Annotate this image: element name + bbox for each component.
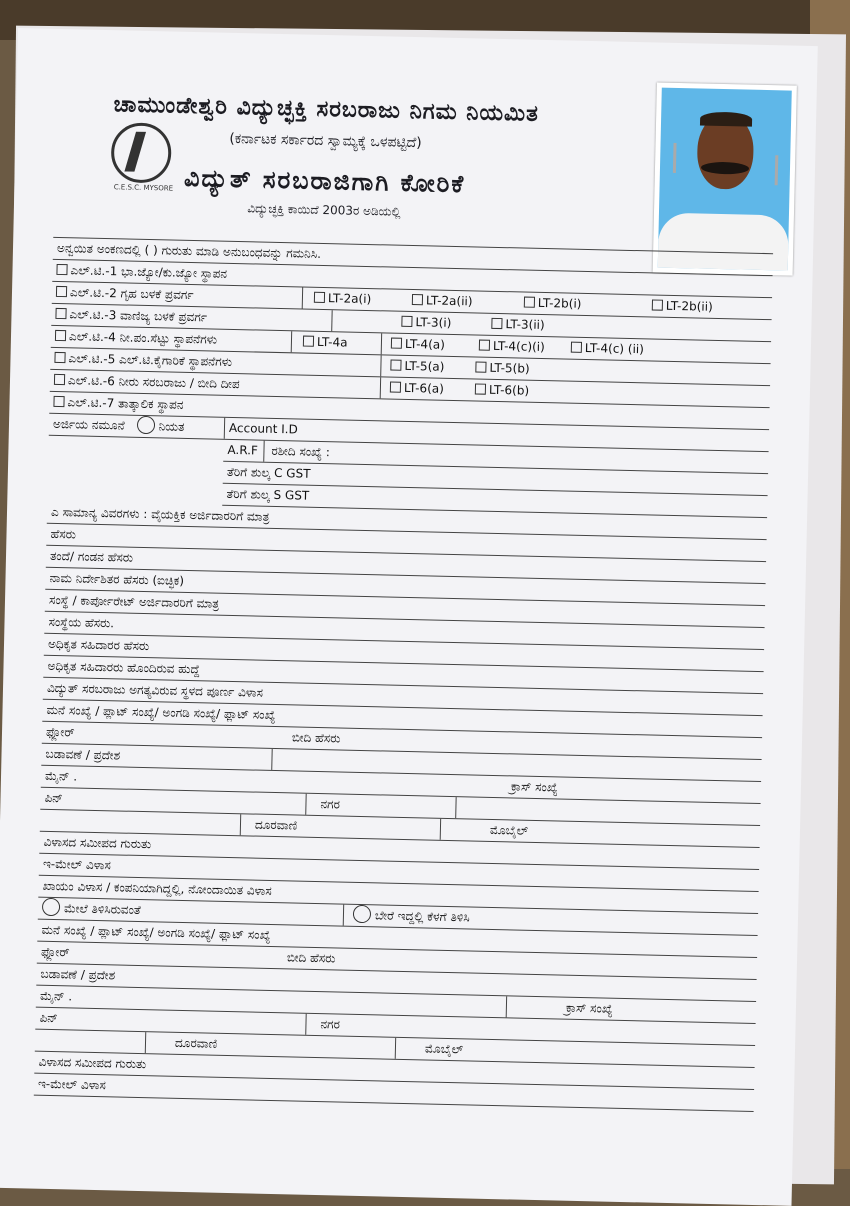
same-address-radio[interactable] [42, 898, 60, 916]
cgst-row: ತೆರಿಗೆ ಶುಲ್ಕ C GST [223, 462, 768, 496]
cesc-logo: C.E.S.C. MYSORE [111, 122, 172, 183]
sgst-row: ತೆರಿಗೆ ಶುಲ್ಕ S GST [222, 484, 767, 518]
lt3-checkbox[interactable] [55, 308, 66, 319]
lt2bi-checkbox[interactable] [524, 297, 535, 308]
area-field[interactable]: ಬಡಾವಣೆ / ಪ್ರದೇಶ [41, 744, 761, 782]
lt4a-checkbox[interactable] [303, 336, 314, 347]
lt6a-checkbox[interactable] [390, 382, 401, 393]
phone-mobile-row[interactable]: ದೂರವಾಣಿ ಮೊಬೈಲ್ [40, 810, 760, 848]
lt7-checkbox[interactable] [53, 396, 64, 407]
supply-address-heading: ವಿದ್ಯುತ್ ಸರಬರಾಜು ಅಗತ್ಯವಿರುವ ಸ್ಥಳದ ಪೂರ್ಣ ವಿಳಾಸ [43, 678, 763, 716]
name-field[interactable]: ಹೆಸರು [46, 524, 766, 562]
lt3-row: ಎಲ್.ಟಿ.-3 ವಾಣಿಜ್ಯ ಬಳಕೆ ಪ್ರವರ್ಗ LT-3(i) LT-3(ii) [51, 304, 771, 342]
pin-city-row[interactable]: ಪಿನ್ ನಗರ [40, 788, 760, 826]
auth-name-field[interactable]: ಅಧಿಕೃತ ಸಹಿದಾರರ ಹೆಸರು [44, 634, 764, 672]
lt6-checkbox[interactable] [54, 374, 65, 385]
auth-designation-field[interactable]: ಅಧಿಕೃತ ಸಹಿದಾರರು ಹೊಂದಿರುವ ಹುದ್ದೆ [43, 656, 763, 694]
lt7-row[interactable]: ಎಲ್.ಟಿ.-7 ತಾತ್ಕಾಲಿಕ ಸ್ಥಾಪನ [49, 392, 769, 430]
lt2aii-checkbox[interactable] [412, 294, 423, 305]
lt4-row: ಎಲ್.ಟಿ.-4 ನೀ.ಪಂ.ಸೆಟ್ಟು ಸ್ಥಾಪನೆಗಳು LT-4a LT-4(a) LT-4(c)(i) LT-4(c) (ii) [51, 326, 771, 364]
form-table [34, 237, 773, 1112]
org-subtitle: (ಕರ್ನಾಟಕ ಸರ್ಕಾರದ ಸ್ವಾಮ್ಯಕ್ಕೆ ಒಳಪಟ್ಟಿದೆ) [229, 130, 422, 152]
lt6b-checkbox[interactable] [475, 383, 486, 394]
lt5a-checkbox[interactable] [390, 360, 401, 371]
lt4-checkbox[interactable] [55, 330, 66, 341]
lt2ai-checkbox[interactable] [314, 292, 325, 303]
lt2-checkbox[interactable] [56, 286, 67, 297]
perm-email-field[interactable]: ಇ-ಮೇಲ್ ವಿಳಾಸ [34, 1074, 754, 1112]
perm-house-no-field[interactable]: ಮನೆ ಸಂಖ್ಯೆ / ಪ್ಲಾಟ್ ಸಂಖ್ಯೆ/ ಅಂಗಡಿ ಸಂಖ್ಯೆ/ ಫ್ಲಾಟ್ ಸಂಖ್ಯೆ [37, 920, 757, 958]
lt2bii-checkbox[interactable] [652, 299, 663, 310]
applicant-photo [653, 83, 797, 276]
lt6-row: ಎಲ್.ಟಿ.-6 ನೀರು ಸರಬರಾಜು / ಬೀದಿ ದೀಪ LT-6(a) LT-6(b) [50, 370, 770, 408]
lt3i-checkbox[interactable] [401, 316, 412, 327]
org-name-field[interactable]: ಸಂಸ್ಥೆಯ ಹೆಸರು. [44, 612, 764, 650]
floor-street-row[interactable]: ಫ್ಲೋರ್ ಬೀದಿ ಹೆಸರು [42, 722, 762, 760]
app-type-row: ಅರ್ಜಿಯ ನಮೂನೆ ನಿಯತ Account I.D [49, 414, 769, 452]
form-title: ವಿದ್ಯುತ್ ಸರಬರಾಜಿಗಾಗಿ ಕೋರಿಕೆ [183, 163, 466, 199]
father-name-field[interactable]: ತಂದೆ/ ಗಂಡನ ಹೆಸರು [46, 546, 766, 584]
regular-radio[interactable] [136, 416, 154, 434]
org-name: ಚಾಮುಂಡೇಶ್ವರಿ ವಿದ್ಯುಚ್ಛಕ್ತಿ ಸರಬರಾಜು ನಿಗಮ ನಿಯಮಿತ [113, 92, 540, 127]
lt2-row: ಎಲ್.ಟಿ.-2 ಗೃಹ ಬಳಕೆ ಪ್ರವರ್ಗ LT-2a(i) LT-2a(ii) LT-2b(i) LT-2b(ii) [52, 282, 772, 320]
lt4ci-checkbox[interactable] [479, 340, 490, 351]
general-section-heading: ಎ ಸಾಮಾನ್ಯ ವಿವರಗಳು : ವೈಯಕ್ತಿಕ ಅರ್ಜಿದಾರರಿಗೆ ಮಾತ್ರ [47, 502, 767, 540]
arf-row: A.R.F ರಶೀದಿ ಸಂಖ್ಯೆ : [223, 440, 768, 474]
lt4cii-checkbox[interactable] [571, 342, 582, 353]
lt3ii-checkbox[interactable] [491, 318, 502, 329]
perm-area-field[interactable]: ಬಡಾವಣೆ / ಪ್ರದೇಶ [36, 964, 756, 1002]
perm-landmark-field[interactable]: ವಿಳಾಸದ ಸಮೀಪದ ಗುರುತು [34, 1052, 754, 1090]
permanent-address-heading: ಖಾಯಂ ವಿಳಾಸ / ಕಂಪನಿಯಾಗಿದ್ದಲ್ಲಿ, ನೋಂದಾಯಿತ ವಿಳಾಸ [38, 876, 758, 914]
lt5-row: ಎಲ್.ಟಿ.-5 ಎಲ್.ಟಿ.ಕೈಗಾರಿಕೆ ಸ್ಥಾಪನೆಗಳು LT-5(a) LT-5(b) [50, 348, 770, 386]
same-address-row: ಮೇಲೆ ತಿಳಿಸಿರುವಂತೆ ಬೇರೆ ಇದ್ದಲ್ಲಿ ಕೆಳಗೆ ತಿಳಿಸಿ [38, 898, 758, 936]
main-cross-row[interactable]: ಮೈನ್ . ಕ್ರಾಸ್ ಸಂಖ್ಯೆ [41, 766, 761, 804]
other-address-radio[interactable] [353, 905, 371, 923]
landmark-field[interactable]: ವಿಳಾಸದ ಸಮೀಪದ ಗುರುತು [39, 832, 759, 870]
lt1-checkbox[interactable] [56, 264, 67, 275]
email-field[interactable]: ಇ-ಮೇಲ್ ವಿಳಾಸ [39, 854, 759, 892]
perm-phone-mobile-row[interactable]: ದೂರವಾಣಿ ಮೊಬೈಲ್ [35, 1030, 755, 1068]
lt4-a-checkbox[interactable] [391, 338, 402, 349]
corporate-heading: ಸಂಸ್ಥೆ / ಕಾರ್ಪೋರೇಟ್ ಅರ್ಜಿದಾರರಿಗೆ ಮಾತ್ರ [45, 590, 765, 628]
account-id-label: Account I.D [228, 420, 298, 437]
perm-floor-street-row[interactable]: ಫ್ಲೋರ್ ಬೀದಿ ಹೆಸರು [37, 942, 757, 980]
application-form-sheet [0, 28, 818, 1206]
lt5b-checkbox[interactable] [475, 361, 486, 372]
nominee-field[interactable]: ನಾಮ ನಿರ್ದೇಶಿತರ ಹೆಸರು (ಐಚ್ಛಿಕ) [45, 568, 765, 606]
perm-pin-city-row[interactable]: ಪಿನ್ ನಗರ [35, 1008, 755, 1046]
perm-main-cross-row[interactable]: ಮೈನ್ . ಕ್ರಾಸ್ ಸಂಖ್ಯೆ [36, 986, 756, 1024]
house-no-field[interactable]: ಮನೆ ಸಂಖ್ಯೆ / ಪ್ಲಾಟ್ ಸಂಖ್ಯೆ/ ಅಂಗಡಿ ಸಂಖ್ಯೆ/ ಫ್ಲಾಟ್ ಸಂಖ್ಯೆ [42, 700, 762, 738]
form-subtitle: ವಿದ್ಯುಚ್ಛಕ್ತಿ ಕಾಯಿದೆ 2003ರ ಅಡಿಯಲ್ಲಿ [247, 201, 401, 219]
instruction-row: ಅನ್ವಯಿತ ಅಂಕಣದಲ್ಲಿ ( ) ಗುರುತು ಮಾಡಿ ಅನುಬಂಧವನ್ನು ಗಮನಿಸಿ. [53, 238, 773, 276]
lt1-row[interactable]: ಎಲ್.ಟಿ.-1 ಭಾ.ಜ್ಯೋ/ಕು.ಜ್ಯೋ ಸ್ಥಾಪನ [52, 260, 772, 298]
lt5-checkbox[interactable] [54, 352, 65, 363]
